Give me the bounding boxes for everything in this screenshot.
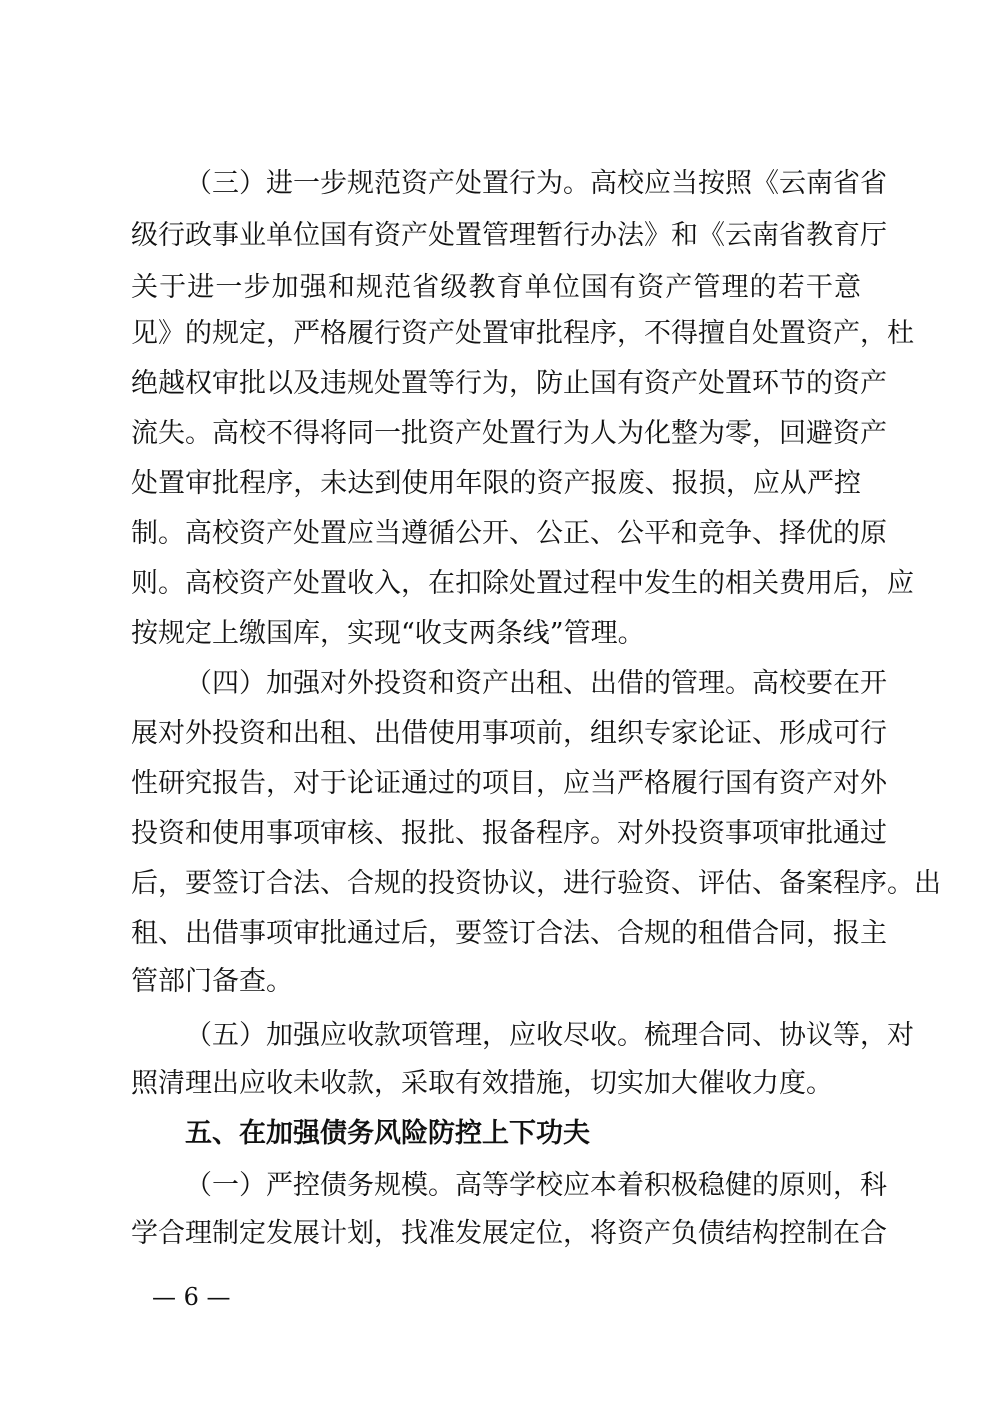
paragraph-line: （一）严控债务规模。高等学校应本着积极稳健的原则，科 bbox=[185, 1170, 887, 1201]
paragraph-line: 关于进一步加强和规范省级教育单位国有资产管理的若干意 bbox=[131, 272, 861, 303]
paragraph-line: 流失。高校不得将同一批资产处置行为人为化整为零，回避资产 bbox=[131, 418, 887, 449]
paragraph-line: （三）进一步规范资产处置行为。高校应当按照《云南省省 bbox=[185, 168, 887, 199]
paragraph-line: 处置审批程序，未达到使用年限的资产报废、报损，应从严控 bbox=[131, 468, 861, 499]
paragraph-line: 管部门备查。 bbox=[131, 966, 293, 997]
paragraph-line: 展对外投资和出租、出借使用事项前，组织专家论证、形成可行 bbox=[131, 718, 887, 749]
paragraph-line: 级行政事业单位国有资产处置管理暂行办法》和《云南省教育厅 bbox=[131, 220, 887, 251]
paragraph-line: 租、出借事项审批通过后，要签订合法、合规的租借合同，报主 bbox=[131, 918, 887, 949]
paragraph-line: 则。高校资产处置收入，在扣除处置过程中发生的相关费用后，应 bbox=[131, 568, 914, 599]
paragraph-line: 后，要签订合法、合规的投资协议，进行验资、评估、备案程序。出 bbox=[131, 868, 941, 899]
paragraph-line: （五）加强应收款项管理，应收尽收。梳理合同、协议等，对 bbox=[185, 1020, 914, 1051]
paragraph-line: 照清理出应收未收款，采取有效措施，切实加大催收力度。 bbox=[131, 1068, 833, 1099]
page-number: — 6 — bbox=[152, 1283, 231, 1311]
paragraph-line: 绝越权审批以及违规处置等行为，防止国有资产处置环节的资产 bbox=[131, 368, 887, 399]
paragraph-line: 按规定上缴国库，实现“收支两条线”管理。 bbox=[131, 618, 645, 649]
paragraph-line: 性研究报告，对于论证通过的项目，应当严格履行国有资产对外 bbox=[131, 768, 887, 799]
paragraph-line: 见》的规定，严格履行资产处置审批程序，不得擅自处置资产，杜 bbox=[131, 318, 914, 349]
paragraph-line: （四）加强对外投资和资产出租、出借的管理。高校要在开 bbox=[185, 668, 887, 699]
paragraph-line: 投资和使用事项审核、报批、报备程序。对外投资事项审批通过 bbox=[131, 818, 887, 849]
paragraph-line: 制。高校资产处置应当遵循公开、公正、公平和竞争、择优的原 bbox=[131, 518, 887, 549]
paragraph-line: 学合理制定发展计划，找准发展定位，将资产负债结构控制在合 bbox=[131, 1218, 887, 1249]
section-heading: 五、在加强债务风险防控上下功夫 bbox=[185, 1118, 590, 1149]
